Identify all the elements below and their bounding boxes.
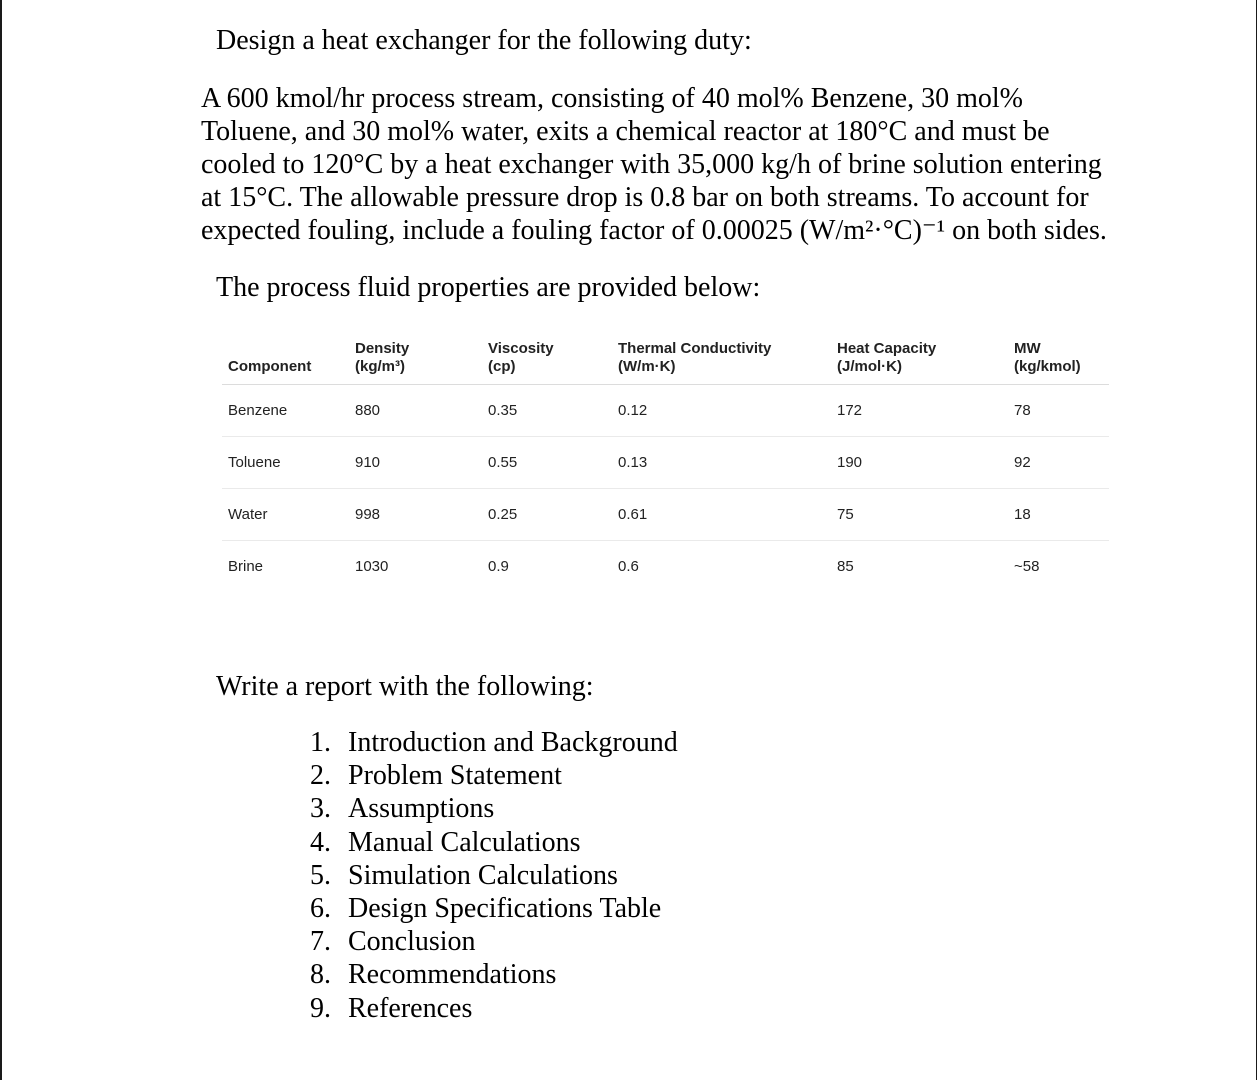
- table-row: [222, 489, 1109, 541]
- cell-density: 1030: [355, 557, 389, 575]
- properties-intro: The process fluid properties are provided below:: [216, 272, 761, 303]
- problem-statement: [201, 82, 1141, 247]
- section-label: Manual Calculations: [348, 826, 581, 858]
- header-unit: (J/mol·K): [837, 358, 902, 375]
- section-label: Conclusion: [348, 926, 476, 958]
- header-thermal-conductivity: [612, 330, 831, 385]
- cell-thermal-conductivity: 0.13: [612, 437, 831, 489]
- header-viscosity: [482, 330, 612, 385]
- problem-line: at 15°C. The allowable pressure drop is 0.8 bar on both streams. To account for: [201, 182, 1089, 213]
- list-item: 1. Introduction and Background: [310, 727, 678, 758]
- problem-line: cooled to 120°C by a heat exchanger with 35,000 kg/h of brine solution entering: [201, 149, 1102, 180]
- list-item: 8. Recommendations: [310, 959, 557, 991]
- cell-viscosity: 0.55: [482, 437, 612, 489]
- list-item: 7. Conclusion: [310, 926, 476, 958]
- header-unit: (kg/m³): [355, 358, 405, 375]
- table-row: [222, 437, 1109, 489]
- properties-table-container: [222, 330, 1109, 592]
- header-unit: (kg/kmol): [1014, 358, 1081, 375]
- cell-component: Brine: [228, 557, 264, 575]
- cell-heat-capacity: 85: [837, 557, 854, 575]
- header-mw: [1008, 330, 1109, 385]
- table-row: [222, 541, 1109, 593]
- cell-mw: 78: [1008, 385, 1109, 437]
- section-label: Assumptions: [348, 793, 495, 825]
- header-label: Density: [355, 340, 410, 357]
- report-intro: Write a report with the following:: [216, 671, 594, 702]
- section-label: Problem Statement: [348, 760, 562, 792]
- cell-component: Water: [222, 489, 349, 541]
- cell-mw: ~58: [1014, 557, 1040, 575]
- problem-line: Toluene, and 30 mol% water, exits a chemical reactor at 180°C and must be: [201, 116, 1050, 147]
- cell-component: Toluene: [222, 437, 349, 489]
- cell-density: 998: [349, 489, 482, 541]
- cell-viscosity: 0.25: [482, 489, 612, 541]
- section-label: Simulation Calculations: [348, 859, 618, 891]
- header-unit: (W/m·K): [618, 358, 676, 375]
- cell-mw: 92: [1008, 437, 1109, 489]
- header-label: Heat Capacity: [837, 340, 937, 357]
- cell-viscosity: 0.9: [488, 557, 509, 575]
- list-item: 5. Simulation Calculations: [310, 859, 618, 891]
- list-item: 4. Manual Calculations: [310, 826, 581, 858]
- header-label: MW: [1014, 340, 1041, 357]
- cell-thermal-conductivity: 0.6: [618, 557, 639, 575]
- header-unit: (cp): [488, 358, 516, 375]
- cell-component: Benzene: [222, 385, 349, 437]
- section-label: Introduction and Background: [348, 727, 678, 758]
- problem-line: expected fouling, include a fouling factor of 0.00025 (W/m²·°C)⁻¹ on both sides.: [201, 215, 1107, 246]
- cell-heat-capacity: 190: [831, 437, 1008, 489]
- page-heading: Design a heat exchanger for the following duty:: [216, 25, 752, 56]
- problem-line: A 600 kmol/hr process stream, consisting of 40 mol% Benzene, 30 mol%: [201, 83, 1023, 114]
- list-item: 3. Assumptions: [310, 793, 495, 825]
- section-label: Recommendations: [348, 959, 557, 991]
- section-label: Design Specifications Table: [348, 893, 662, 925]
- cell-mw: 18: [1008, 489, 1109, 541]
- table-row: [222, 385, 1109, 437]
- cell-density: 880: [349, 385, 482, 437]
- cell-thermal-conductivity: 0.61: [612, 489, 831, 541]
- header-label: Viscosity: [488, 340, 554, 357]
- report-sections-list: [310, 726, 678, 1025]
- cell-heat-capacity: 75: [831, 489, 1008, 541]
- cell-density: 910: [349, 437, 482, 489]
- header-heat-capacity: [831, 330, 1008, 385]
- header-component: [222, 330, 349, 385]
- section-label: References: [348, 992, 473, 1024]
- table-header-row: [222, 330, 1109, 385]
- list-item: 9. References: [310, 992, 473, 1024]
- properties-table: [222, 330, 1109, 592]
- list-item: 2. Problem Statement: [310, 760, 562, 792]
- header-density: [349, 330, 482, 385]
- cell-thermal-conductivity: 0.12: [612, 385, 831, 437]
- cell-heat-capacity: 172: [831, 385, 1008, 437]
- header-label: Thermal Conductivity: [618, 340, 772, 357]
- header-label: Component: [228, 358, 312, 375]
- list-item: 6. Design Specifications Table: [310, 893, 662, 925]
- cell-viscosity: 0.35: [482, 385, 612, 437]
